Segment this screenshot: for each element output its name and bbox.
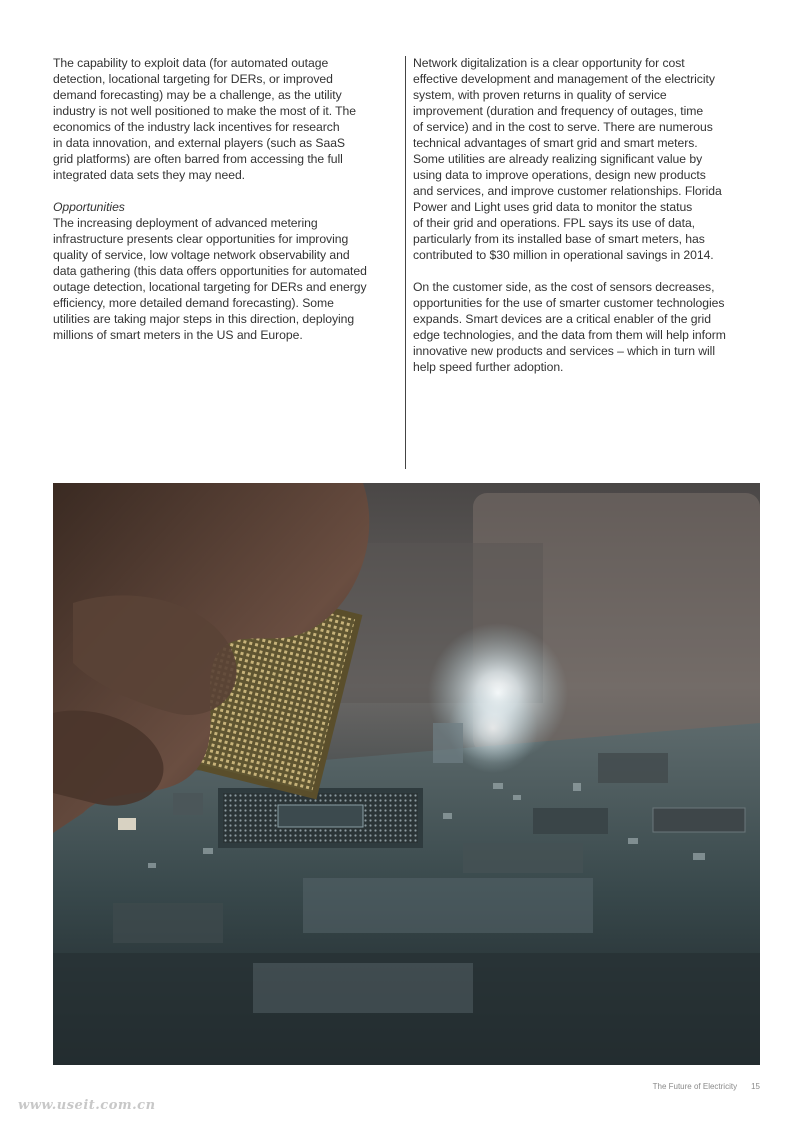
column-divider [405, 56, 406, 469]
page-footer [653, 1082, 760, 1091]
circuit-board-photo [53, 483, 760, 1065]
watermark: www.useit.com.cn [18, 1098, 156, 1113]
footer-title: The Future of Electricity [652, 1082, 738, 1091]
right-column [413, 55, 763, 375]
body-paragraph: Network digitalization is a clear opportunity for cost effective development and management of the electricity system, with proven returns in quality of service improvement (duration and frequency of outages, time of service) and in the cost to serve. There are numerous technical advantages of smart grid and smart meters. Some utilities are already realizing significant value by using data to improve operations, design new products and services, and improve customer relationships. Florida Power and Light uses grid data to monitor the status of their grid and operations. FPL says its use of data, particularly from its installed base of smart meters, has contributed to $30 million in operational savings in 2014. [413, 56, 722, 262]
page-number: 15 [751, 1082, 760, 1091]
circuit-board-illustration [53, 483, 760, 1065]
left-column [53, 55, 398, 343]
body-paragraph: The increasing deployment of advanced metering infrastructure presents clear opportunities for improving quality of service, low voltage network observability and data gathering (this data offers opportunities for automated outage detection, locational targeting for DERs and energy efficiency, more detailed demand forecasting). Some utilities are taking major steps in this direction, deploying millions of smart meters in the US and Europe. [53, 216, 367, 342]
body-paragraph: The capability to exploit data (for automated outage detection, locational targeting for DERs, or improved demand forecasting) may be a challenge, as the utility industry is not well positioned to make the most of it. The economics of the industry lack incentives for research in data innovation, and external players (such as SaaS grid platforms) are often barred from accessing the full integrated data sets they may need. [53, 56, 357, 182]
body-paragraph: On the customer side, as the cost of sensors decreases, opportunities for the use of smarter customer technologies expands. Smart devices are a critical enabler of the grid edge technologies, and the data from them will help inform innovative new products and services – which in turn will help speed further adoption. [413, 280, 726, 374]
section-subheading: Opportunities [53, 200, 125, 214]
